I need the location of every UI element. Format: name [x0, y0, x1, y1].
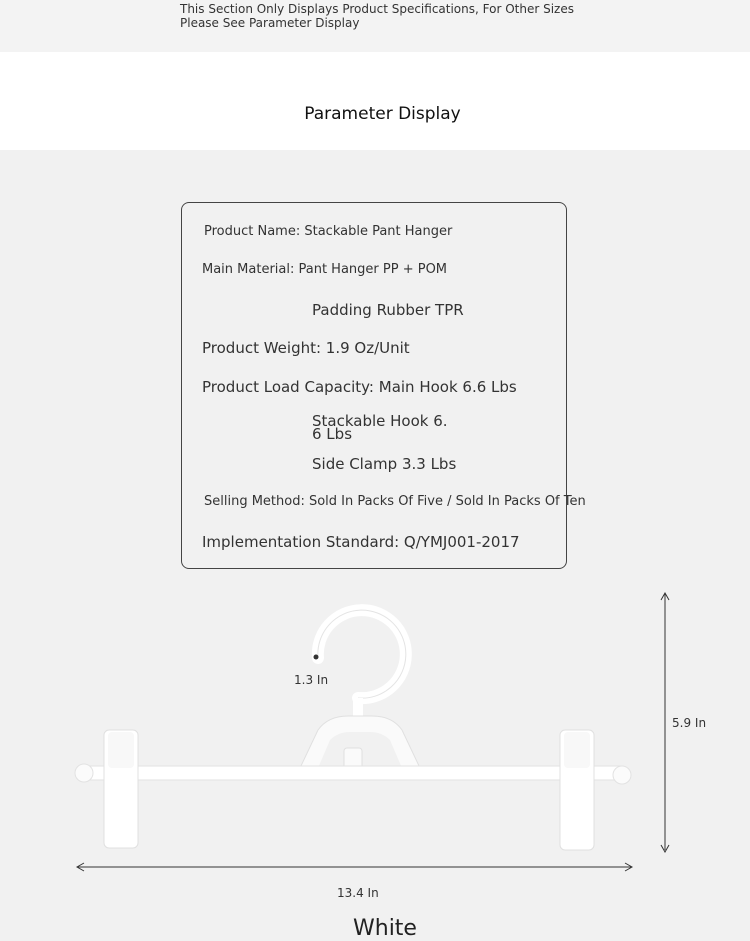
- product-weight: Product Weight: 1.9 Oz/Unit: [202, 339, 410, 357]
- load-side-clamp: Side Clamp 3.3 Lbs: [312, 455, 457, 473]
- load-stackable-hook: Stackable Hook 6.: [312, 412, 448, 430]
- hanger-bar: [80, 766, 628, 780]
- selling-method: Selling Method: Sold In Packs Of Five / Sold In Packs Of Ten: [204, 494, 586, 509]
- notice-text: This Section Only Displays Product Specifications, For Other Sizes Please See Parameter Display: [180, 2, 574, 30]
- hanger-neck: [300, 716, 420, 770]
- color-name: White: [353, 916, 417, 941]
- section-title: Parameter Display: [304, 104, 461, 124]
- hook-diameter-label: 1.3 In: [294, 673, 329, 687]
- bar-end-right: [613, 766, 631, 784]
- hanger-hook: [314, 610, 406, 718]
- right-clamp: [560, 730, 594, 850]
- product-name: Product Name: Stackable Pant Hanger: [204, 224, 453, 239]
- implementation-standard: Implementation Standard: Q/YMJ001-2017: [202, 533, 520, 551]
- width-dimension-line: [77, 863, 632, 871]
- height-label: 5.9 In: [672, 716, 707, 730]
- bar-end-left: [75, 764, 93, 782]
- main-material: Main Material: Pant Hanger PP + POM: [202, 262, 448, 277]
- hook-tip-dot: [314, 655, 319, 660]
- padding-material: Padding Rubber TPR: [312, 301, 464, 319]
- height-dimension-line: [661, 593, 669, 852]
- load-main-hook: Product Load Capacity: Main Hook 6.6 Lbs: [202, 378, 517, 396]
- left-clamp: [104, 730, 138, 848]
- load-stackable-hook-cont: 6 Lbs: [312, 425, 353, 443]
- width-label: 13.4 In: [337, 886, 379, 900]
